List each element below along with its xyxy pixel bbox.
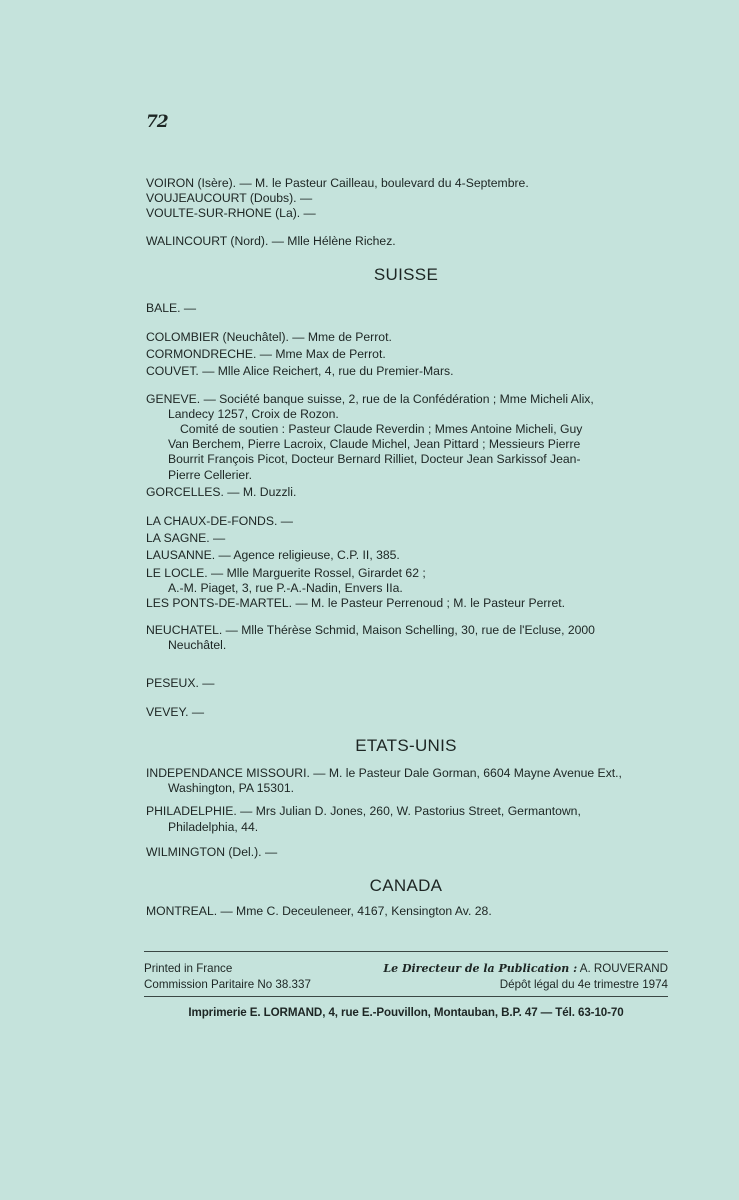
printed-in-france: Printed in France: [144, 962, 233, 975]
geneve-line: Landecy 1257, Croix de Rozon.: [168, 406, 339, 421]
director-label: Le Directeur de la Publication :: [383, 962, 578, 975]
entry-cormondreche: CORMONDRECHE. — Mme Max de Perrot.: [146, 347, 386, 362]
entry-bale: BALE. —: [146, 300, 197, 315]
entry-montreal: MONTREAL. — Mme C. Deceuleneer, 4167, Kensington Av. 28.: [146, 904, 492, 919]
entry-vevey: VEVEY. —: [146, 704, 205, 719]
entry-gorcelles: GORCELLES. — M. Duzzli.: [146, 484, 297, 499]
entry-locle: [146, 566, 666, 596]
independance-line: INDEPENDANCE MISSOURI. — M. le Pasteur Dale Gorman, 6604 Mayne Avenue Ext.,: [146, 766, 622, 781]
neuchatel-line: NEUCHATEL. — Mlle Thérèse Schmid, Maison Schelling, 30, rue de l'Ecluse, 2000: [146, 623, 595, 638]
footer-right: [383, 961, 668, 992]
printer-line: Imprimerie E. LORMAND, 4, rue E.-Pouvillon, Montauban, B.P. 47 — Tél. 63-10-70: [188, 1006, 624, 1020]
directory-list: [146, 176, 666, 919]
section-title-suisse: SUISSE: [373, 264, 439, 284]
entry-chaux-de-fonds: LA CHAUX-DE-FONDS. —: [146, 514, 293, 529]
entry-peseux: PESEUX. —: [146, 675, 215, 690]
section-title-canada: CANADA: [369, 876, 443, 896]
entry-wilmington: WILMINGTON (Del.). —: [146, 844, 278, 859]
footer-rule-bottom: [144, 996, 668, 997]
entry-neuchatel: [146, 623, 666, 653]
comite-line: Comité de soutien : Pasteur Claude Reverdin ; Mmes Antoine Micheli, Guy: [180, 422, 583, 437]
comite-line: Pierre Cellerier.: [168, 467, 252, 482]
footer-row: [144, 961, 668, 992]
independance-line: Washington, PA 15301.: [168, 781, 295, 796]
entry-philadelphie: [146, 804, 666, 834]
entry-colombier: COLOMBIER (Neuchâtel). — Mme de Perrot.: [146, 330, 392, 345]
comite-line: Van Berchem, Pierre Lacroix, Claude Michel, Jean Pittard ; Messieurs Pierre: [168, 437, 581, 452]
entry-couvet: COUVET. — Mlle Alice Reichert, 4, rue du Premier-Mars.: [146, 364, 454, 379]
entry-voulte: VOULTE-SUR-RHONE (La). —: [146, 206, 316, 221]
footer-left: [144, 961, 311, 992]
entry-ponts-de-martel: LES PONTS-DE-MARTEL. — M. le Pasteur Perrenoud ; M. le Pasteur Perret.: [146, 596, 566, 611]
entry-lausanne: LAUSANNE. — Agence religieuse, C.P. II, 385.: [146, 548, 400, 563]
philadelphie-line: PHILADELPHIE. — Mrs Julian D. Jones, 260, W. Pastorius Street, Germantown,: [146, 804, 581, 819]
entry-sagne: LA SAGNE. —: [146, 531, 226, 546]
section-title-etats-unis: ETATS-UNIS: [355, 736, 457, 756]
philadelphie-line: Philadelphia, 44.: [168, 819, 259, 834]
director-line: [383, 961, 668, 977]
depot-legal: Dépôt légal du 4e trimestre 1974: [499, 977, 668, 991]
director-name: A. ROUVERAND: [579, 962, 668, 975]
geneve-line: GENEVE. — Société banque suisse, 2, rue de la Confédération ; Mme Micheli Alix,: [146, 391, 594, 406]
page-number: 72: [146, 112, 168, 132]
commission-paritaire: Commission Paritaire No 38.337: [144, 977, 311, 991]
locle-line: LE LOCLE. — Mlle Marguerite Rossel, Girardet 62 ;: [146, 565, 426, 580]
entry-voujeaucourt: VOUJEAUCOURT (Doubs). —: [146, 191, 313, 206]
entry-voiron: VOIRON (Isère). — M. le Pasteur Cailleau, boulevard du 4-Septembre.: [146, 176, 529, 190]
entry-independance: [146, 766, 666, 796]
imprint-footer: [144, 951, 668, 1021]
entry-walincourt: WALINCOURT (Nord). — Mlle Hélène Richez.: [146, 233, 396, 248]
comite-line: Bourrit François Picot, Docteur Bernard Rilliet, Docteur Jean Sarkissof Jean-: [168, 452, 581, 467]
locle-line: A.-M. Piaget, 3, rue P.-A.-Nadin, Envers IIa.: [168, 580, 403, 595]
entry-geneve: [146, 392, 666, 483]
neuchatel-line: Neuchâtel.: [168, 638, 227, 653]
